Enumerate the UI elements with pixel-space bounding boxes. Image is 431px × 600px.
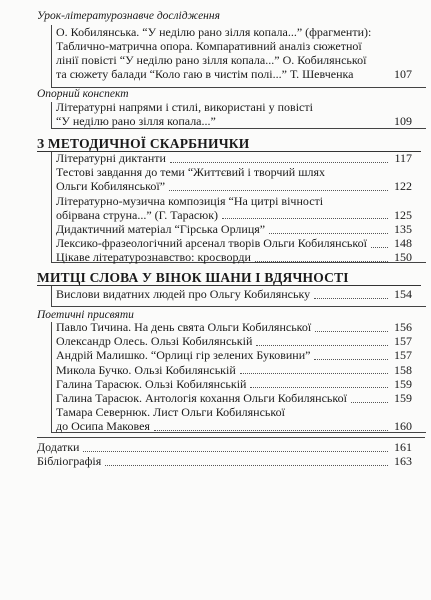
skarbnychka-entry-3-line-1: Літературно-музична композиція “На цитрі вічності (56, 193, 324, 208)
skarbnychka-entry-3-page: 125 (394, 207, 412, 222)
final-entry-2-line-1: Бібліографія (37, 455, 377, 469)
skarbnychka-entry-1-line-1: Літературні диктанти (56, 152, 396, 166)
final-rule (37, 437, 425, 438)
prysviaty-entry-1-page: 156 (394, 320, 412, 334)
prysviaty-entry-4-line-1: Микола Бучко. Ользі Кобилянській (56, 364, 396, 378)
urok-line-4: та сюжету балади “Коло гаю в чистім полі...” Т. Шевченка (56, 67, 354, 81)
section-title-mytsi: МИТЦІ СЛОВА У ВІНОК ШАНИ І ВДЯЧНОСТІ (37, 270, 349, 285)
skarbnychka-entry-3-leader (222, 218, 388, 219)
skarbnychka-entry-1-leader (170, 162, 388, 163)
urok-line-2: Таблично-матрична опора. Компаративний аналіз сюжетної (56, 39, 362, 53)
final-entry-2-page: 163 (394, 454, 412, 469)
konspekt-label: Опорний конспект (37, 88, 129, 100)
skarbnychka-entry-4-line-1: Дидактичний матеріал “Гірська Орлиця” (56, 223, 396, 237)
final-entry-1-page: 161 (394, 440, 412, 454)
prysviaty-entry-5-leader (250, 387, 388, 388)
urok-label: Урок-літературознавче дослідження (37, 10, 220, 22)
prysviaty-entry-6-line-1: Галина Тарасюк. Антологія кохання Ольги Кобилянської (56, 392, 396, 406)
mytsi-entry-1-page: 154 (394, 287, 412, 301)
konspekt-line-1: Літературні напрями і стилі, використані у повісті (56, 100, 313, 114)
prysviaty-entry-4-page: 158 (394, 362, 412, 377)
skarbnychka-entry-4-leader (269, 233, 388, 234)
final-entry-1-line-1: Додатки (37, 441, 377, 455)
skarbnychka-entry-3-line-2: обірвана струна...” (Г. Тарасюк) (56, 209, 396, 223)
prysviaty-entry-4-leader (240, 373, 388, 374)
skarbnychka-entry-6-line-1: Цікаве літературознавство: кросворди (56, 251, 396, 265)
urok-line-3: лінії повісті “У неділю рано зілля копала...” О. Кобилянської (56, 53, 367, 67)
prysviaty-entry-5-page: 159 (394, 376, 412, 391)
konspekt-page: 109 (394, 114, 412, 128)
prysviaty-label: Поетичні присвяти (37, 309, 134, 321)
prysviaty-entry-3-line-1: Андрій Малишко. “Орлиці гір зелених Буковини” (56, 349, 396, 363)
final-entry-2-leader (105, 465, 388, 466)
prysviaty-entry-1-line-1: Павло Тичина. На день свята Ольги Кобилянської (56, 321, 396, 335)
final-entry-1-leader (83, 451, 388, 452)
skarbnychka-entry-1-page: 117 (394, 151, 412, 165)
skarbnychka-entry-2-line-1: Тестові завдання до теми “Життєвий і творчий шлях (56, 165, 325, 180)
skarbnychka-entry-6-leader (255, 261, 388, 262)
skarbnychka-entry-2-page: 122 (394, 179, 412, 194)
prysviaty-entry-2-leader (256, 345, 388, 346)
skarbnychka-entry-5-page: 148 (394, 236, 412, 251)
skarbnychka-entry-2-leader (169, 190, 388, 191)
prysviaty-entry-7-line-2: до Осипа Маковея (56, 420, 396, 434)
prysviaty-entry-5-line-1: Галина Тарасюк. Ользі Кобилянській (56, 378, 396, 392)
skarbnychka-entry-6-page: 150 (394, 250, 412, 265)
prysviaty-entry-2-page: 157 (394, 334, 412, 349)
skarbnychka-entry-4-page: 135 (394, 222, 412, 236)
mytsi-entry-1-line-1: Вислови видатних людей про Ольгу Кобилянську (56, 288, 396, 302)
urok-page: 107 (394, 67, 412, 81)
prysviaty-entry-2-line-1: Олександр Олесь. Ользі Кобилянській (56, 335, 396, 349)
prysviaty-entry-7-line-1: Тамара Севернюк. Лист Ольги Кобилянської (56, 405, 285, 420)
prysviaty-entry-7-page: 160 (394, 419, 412, 434)
prysviaty-entry-7-leader (154, 430, 388, 431)
section-title-skarbnychka: З МЕТОДИЧНОЇ СКАРБНИЧКИ (37, 136, 250, 151)
prysviaty-entry-3-page: 157 (394, 348, 412, 363)
konspekt-line-2: “У неділю рано зілля копала...” (56, 114, 216, 128)
skarbnychka-entry-2-line-2: Ольги Кобилянської” (56, 180, 396, 194)
urok-line-1: О. Кобилянська. “У неділю рано зілля копала...” (фрагменти): (56, 25, 372, 39)
skarbnychka-entry-5-line-1: Лексико-фразеологічний арсенал творів Ольги Кобилянської (56, 237, 396, 251)
prysviaty-entry-6-page: 159 (394, 391, 412, 405)
